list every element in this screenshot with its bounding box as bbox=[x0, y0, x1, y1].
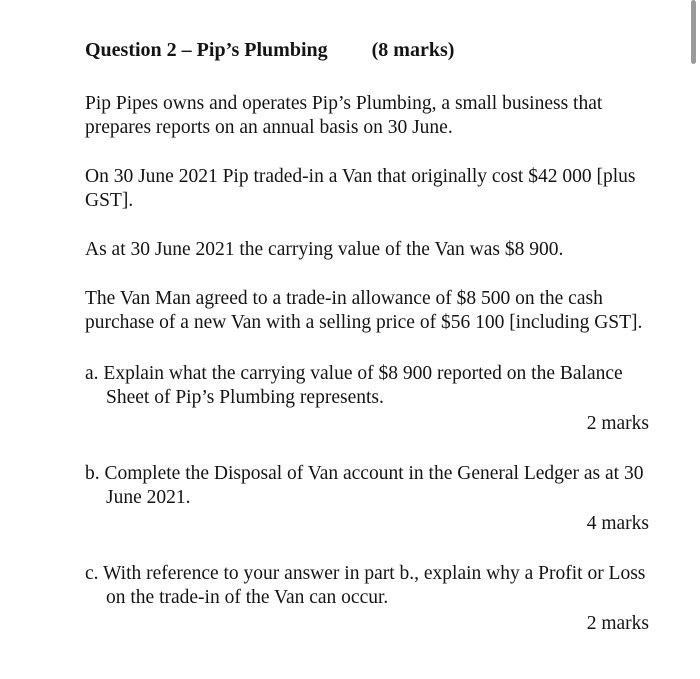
question-part-a: a. Explain what the carrying value of $8 900 reported on the Balance Sheet of Pip’s Plumbing represents. bbox=[85, 363, 623, 408]
carrying-value-paragraph: As at 30 June 2021 the carrying value of the Van was $8 900. bbox=[85, 239, 564, 260]
question-part-b: b. Complete the Disposal of Van account in the General Ledger as at 30 June 2021. bbox=[85, 463, 644, 508]
question-heading bbox=[85, 38, 655, 62]
question-part-c-marks: 2 marks bbox=[586, 613, 649, 634]
trade-in-paragraph: On 30 June 2021 Pip traded-in a Van that originally cost $42 000 [plus GST]. bbox=[85, 166, 636, 211]
scrollbar[interactable] bbox=[691, 0, 696, 64]
question-title: Question 2 – Pip’s Plumbing bbox=[85, 39, 328, 61]
question-total-marks: (8 marks) bbox=[371, 39, 455, 61]
question-part-b-marks: 4 marks bbox=[586, 513, 649, 534]
question-document bbox=[85, 38, 655, 662]
question-part-a-marks: 2 marks bbox=[586, 413, 649, 434]
intro-paragraph: Pip Pipes owns and operates Pip’s Plumbing, a small business that prepares reports on an annual basis on 30 June. bbox=[85, 93, 603, 138]
allowance-paragraph: The Van Man agreed to a trade-in allowance of $8 500 on the cash purchase of a new Van with a selling price of $56 100 [including GST]. bbox=[85, 288, 643, 333]
question-part-c: c. With reference to your answer in part b., explain why a Profit or Loss on the trade-in of the Van can occur. bbox=[85, 563, 646, 608]
